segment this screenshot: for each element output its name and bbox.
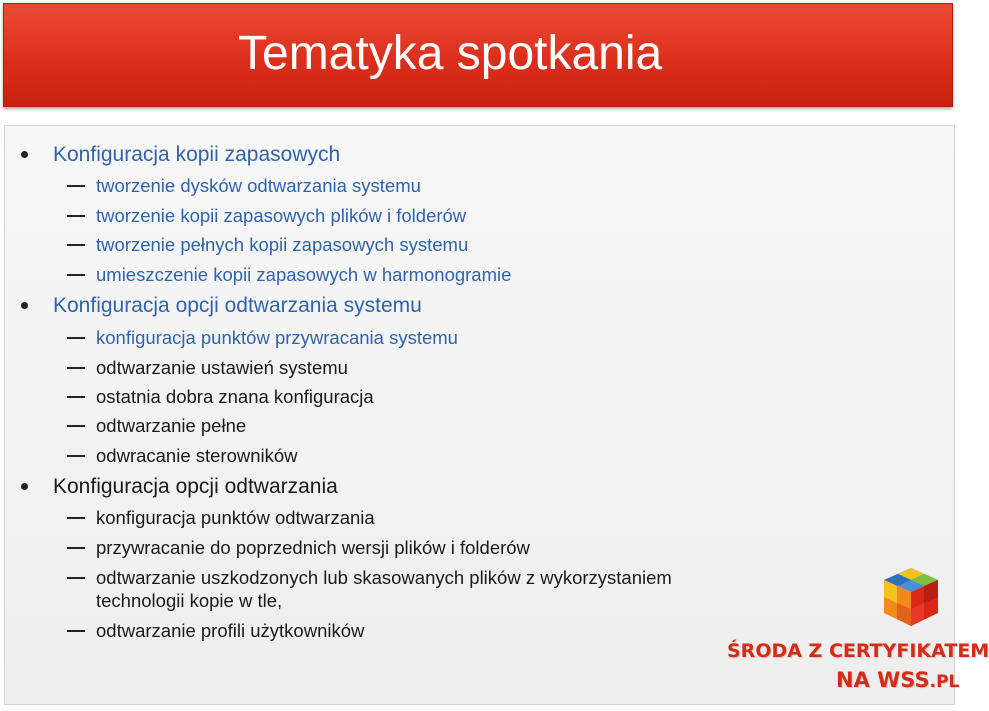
logo-text-prefix: NA xyxy=(836,668,878,692)
list-item-continuation: technologii kopie w tle, xyxy=(96,590,283,611)
list-item: odtwarzanie ustawień systemu xyxy=(96,357,348,378)
list-item: konfiguracja punktów odtwarzania xyxy=(96,507,375,528)
dash-icon xyxy=(67,425,85,427)
slide-title: Tematyka spotkania xyxy=(238,27,663,80)
bullet-icon xyxy=(21,302,28,309)
list-item: przywracanie do poprzednich wersji plików i folderów xyxy=(96,537,530,558)
list-item: ostatnia dobra znana konfiguracja xyxy=(96,386,374,407)
list-item: tworzenie dysków odtwarzania systemu xyxy=(96,175,421,196)
section-heading-restore-options: Konfiguracja opcji odtwarzania xyxy=(53,475,338,498)
logo-text-line1: ŚRODA Z CERTYFIKATEM xyxy=(727,640,989,662)
dash-icon xyxy=(67,517,85,519)
list-item: konfiguracja punktów przywracania systemu xyxy=(96,327,458,348)
dash-icon xyxy=(67,367,85,369)
dash-icon xyxy=(67,185,85,187)
bullet-icon xyxy=(21,151,28,158)
list-item: odtwarzanie profili użytkowników xyxy=(96,620,365,641)
cube-logo-icon xyxy=(880,566,942,630)
list-item: umieszczenie kopii zapasowych w harmonogramie xyxy=(96,264,512,285)
list-item: odtwarzanie uszkodzonych lub skasowanych plików z wykorzystaniem xyxy=(96,567,672,588)
dash-icon xyxy=(67,396,85,398)
section-heading-backup-config: Konfiguracja kopii zapasowych xyxy=(53,143,341,166)
dash-icon xyxy=(67,215,85,217)
bullet-icon xyxy=(21,483,28,490)
list-item: odwracanie sterowników xyxy=(96,445,298,466)
logo-text-line2 xyxy=(836,668,959,692)
section-heading-system-restore: Konfiguracja opcji odtwarzania systemu xyxy=(53,294,422,317)
logo-text-brand: WSS xyxy=(877,668,930,692)
list-item: tworzenie kopii zapasowych plików i folderów xyxy=(96,205,467,226)
dash-icon xyxy=(67,337,85,339)
dash-icon xyxy=(67,244,85,246)
dash-icon xyxy=(67,630,85,632)
logo-text-suffix: .PL xyxy=(929,672,960,692)
dash-icon xyxy=(67,274,85,276)
list-item: tworzenie pełnych kopii zapasowych systemu xyxy=(96,234,469,255)
list-item: odtwarzanie pełne xyxy=(96,415,247,436)
dash-icon xyxy=(67,547,85,549)
dash-icon xyxy=(67,577,85,579)
dash-icon xyxy=(67,455,85,457)
